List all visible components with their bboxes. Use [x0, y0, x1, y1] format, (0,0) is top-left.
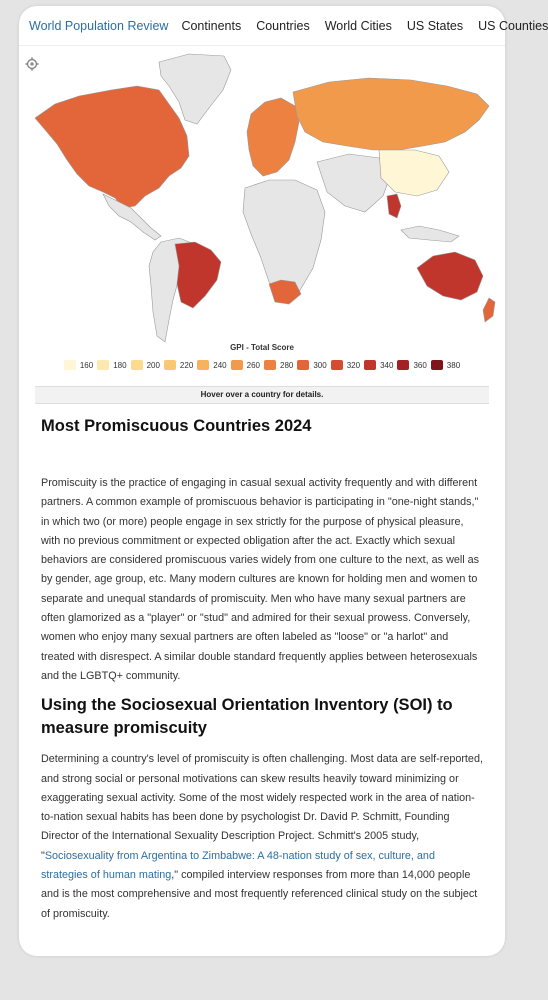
map-legend — [19, 358, 505, 372]
section-heading-soi: Using the Sociosexual Orientation Inventory (SOI) to measure promiscuity — [41, 696, 453, 738]
soi-paragraph-text-before: Determining a country's level of promiscuity is often challenging. Most data are self-reported, and strong social or personal motivations can skew results heavily toward minimizing or exaggerating sexual activity. Some of the most widely respected work in the area of nation-to-nation sexual habits has been done by psychologist Dr. David P. Schmitt, Founding Director of the International Sexuality Description Project. Schmitt's 2005 study, " — [41, 753, 483, 862]
gear-icon[interactable] — [25, 57, 39, 71]
legend-swatch — [297, 360, 309, 370]
intro-paragraph: Promiscuity is the practice of engaging in casual sexual activity frequently and with different partners. A common example of promiscuous behavior is participating in "one-night stands," in which two (or more) people engage in sex strictly for the purpose of physical pleasure, with no previous commitment or expected obligation after the act. Exactly which sexual behaviors are considered promiscuous varies widely from one culture to the next, as well as by gender, age group, etc. Many modern cultures are known for holding men and women to separate and unequal standards of promiscuity. Men who have many sexual partners are often glamorized as a "player" or "stud" and admired for their sexual prowess. Conversely, women who enjoy many sexual partners are often labeled as "loose" or "a harlot" and treated with disrespect. A similar double standard frequently applies between heterosexuals and the LGBTQ+ community. — [41, 477, 480, 682]
legend-title: GPI - Total Score — [230, 343, 294, 352]
legend-item — [64, 360, 93, 370]
legend-label: 340 — [380, 360, 394, 370]
legend-item — [364, 360, 393, 370]
world-map[interactable] — [19, 46, 505, 346]
browser-frame — [19, 6, 548, 956]
legend-label: 180 — [113, 360, 127, 370]
legend-label: 160 — [79, 360, 94, 370]
nav-brand-link[interactable]: World Population Review — [29, 18, 169, 33]
top-nav — [19, 6, 548, 46]
legend-label: 220 — [179, 360, 194, 370]
legend-item — [331, 360, 360, 370]
nav-item-countries[interactable]: Countries — [256, 18, 310, 33]
country-indonesia[interactable] — [401, 226, 459, 242]
nav-item-us-counties[interactable]: US Counties — [478, 18, 548, 33]
country-east-asia[interactable] — [379, 150, 449, 196]
legend-item — [397, 360, 426, 370]
legend-item — [431, 360, 460, 370]
legend-item — [231, 360, 260, 370]
legend-swatch — [64, 360, 76, 370]
article-content — [19, 417, 505, 924]
soi-paragraph — [41, 750, 483, 924]
legend-item — [197, 360, 226, 370]
legend-item — [164, 360, 193, 370]
soi-paragraph-text-after: ," compiled interview responses from more than 14,000 people and is the most comprehensive and most frequently referenced clinical study on the subject of promiscuity. — [41, 869, 478, 920]
legend-label: 320 — [346, 360, 361, 370]
country-north-america[interactable] — [35, 86, 189, 208]
country-brazil[interactable] — [175, 242, 221, 308]
legend-label: 200 — [146, 360, 160, 370]
legend-swatch — [231, 360, 243, 370]
legend-swatch — [397, 360, 409, 370]
legend-item — [97, 360, 126, 370]
country-thailand[interactable] — [387, 194, 401, 218]
nav-item-world-cities[interactable]: World Cities — [324, 18, 392, 33]
country-new-zealand[interactable] — [483, 298, 495, 322]
study-link[interactable]: Sociosexuality from Argentina to Zimbabwe: A 48-nation study of sex, culture, and strategies of human mating — [41, 849, 435, 882]
legend-label: 260 — [246, 360, 260, 370]
legend-item — [264, 360, 293, 370]
legend-label: 360 — [413, 360, 427, 370]
nav-item-us-states[interactable]: US States — [406, 18, 464, 33]
legend-swatch — [364, 360, 376, 370]
legend-item — [297, 360, 326, 370]
legend-swatch — [431, 360, 443, 370]
country-russia[interactable] — [293, 78, 489, 150]
legend-item — [131, 360, 160, 370]
legend-swatch — [197, 360, 209, 370]
country-australia[interactable] — [417, 252, 483, 300]
world-map-panel — [19, 46, 505, 399]
legend-swatch — [331, 360, 343, 370]
legend-swatch — [131, 360, 143, 370]
legend-label: 300 — [313, 360, 327, 370]
legend-swatch — [164, 360, 176, 370]
page-title: Most Promiscuous Countries 2024 — [41, 417, 312, 435]
hover-hint-bar: Hover over a country for details. — [35, 386, 489, 404]
country-europe[interactable] — [247, 98, 299, 176]
legend-swatch — [97, 360, 109, 370]
legend-label: 280 — [280, 360, 294, 370]
legend-label: 380 — [446, 360, 461, 370]
legend-swatch — [264, 360, 276, 370]
legend-label: 240 — [213, 360, 227, 370]
nav-item-continents[interactable]: Continents — [181, 18, 242, 33]
